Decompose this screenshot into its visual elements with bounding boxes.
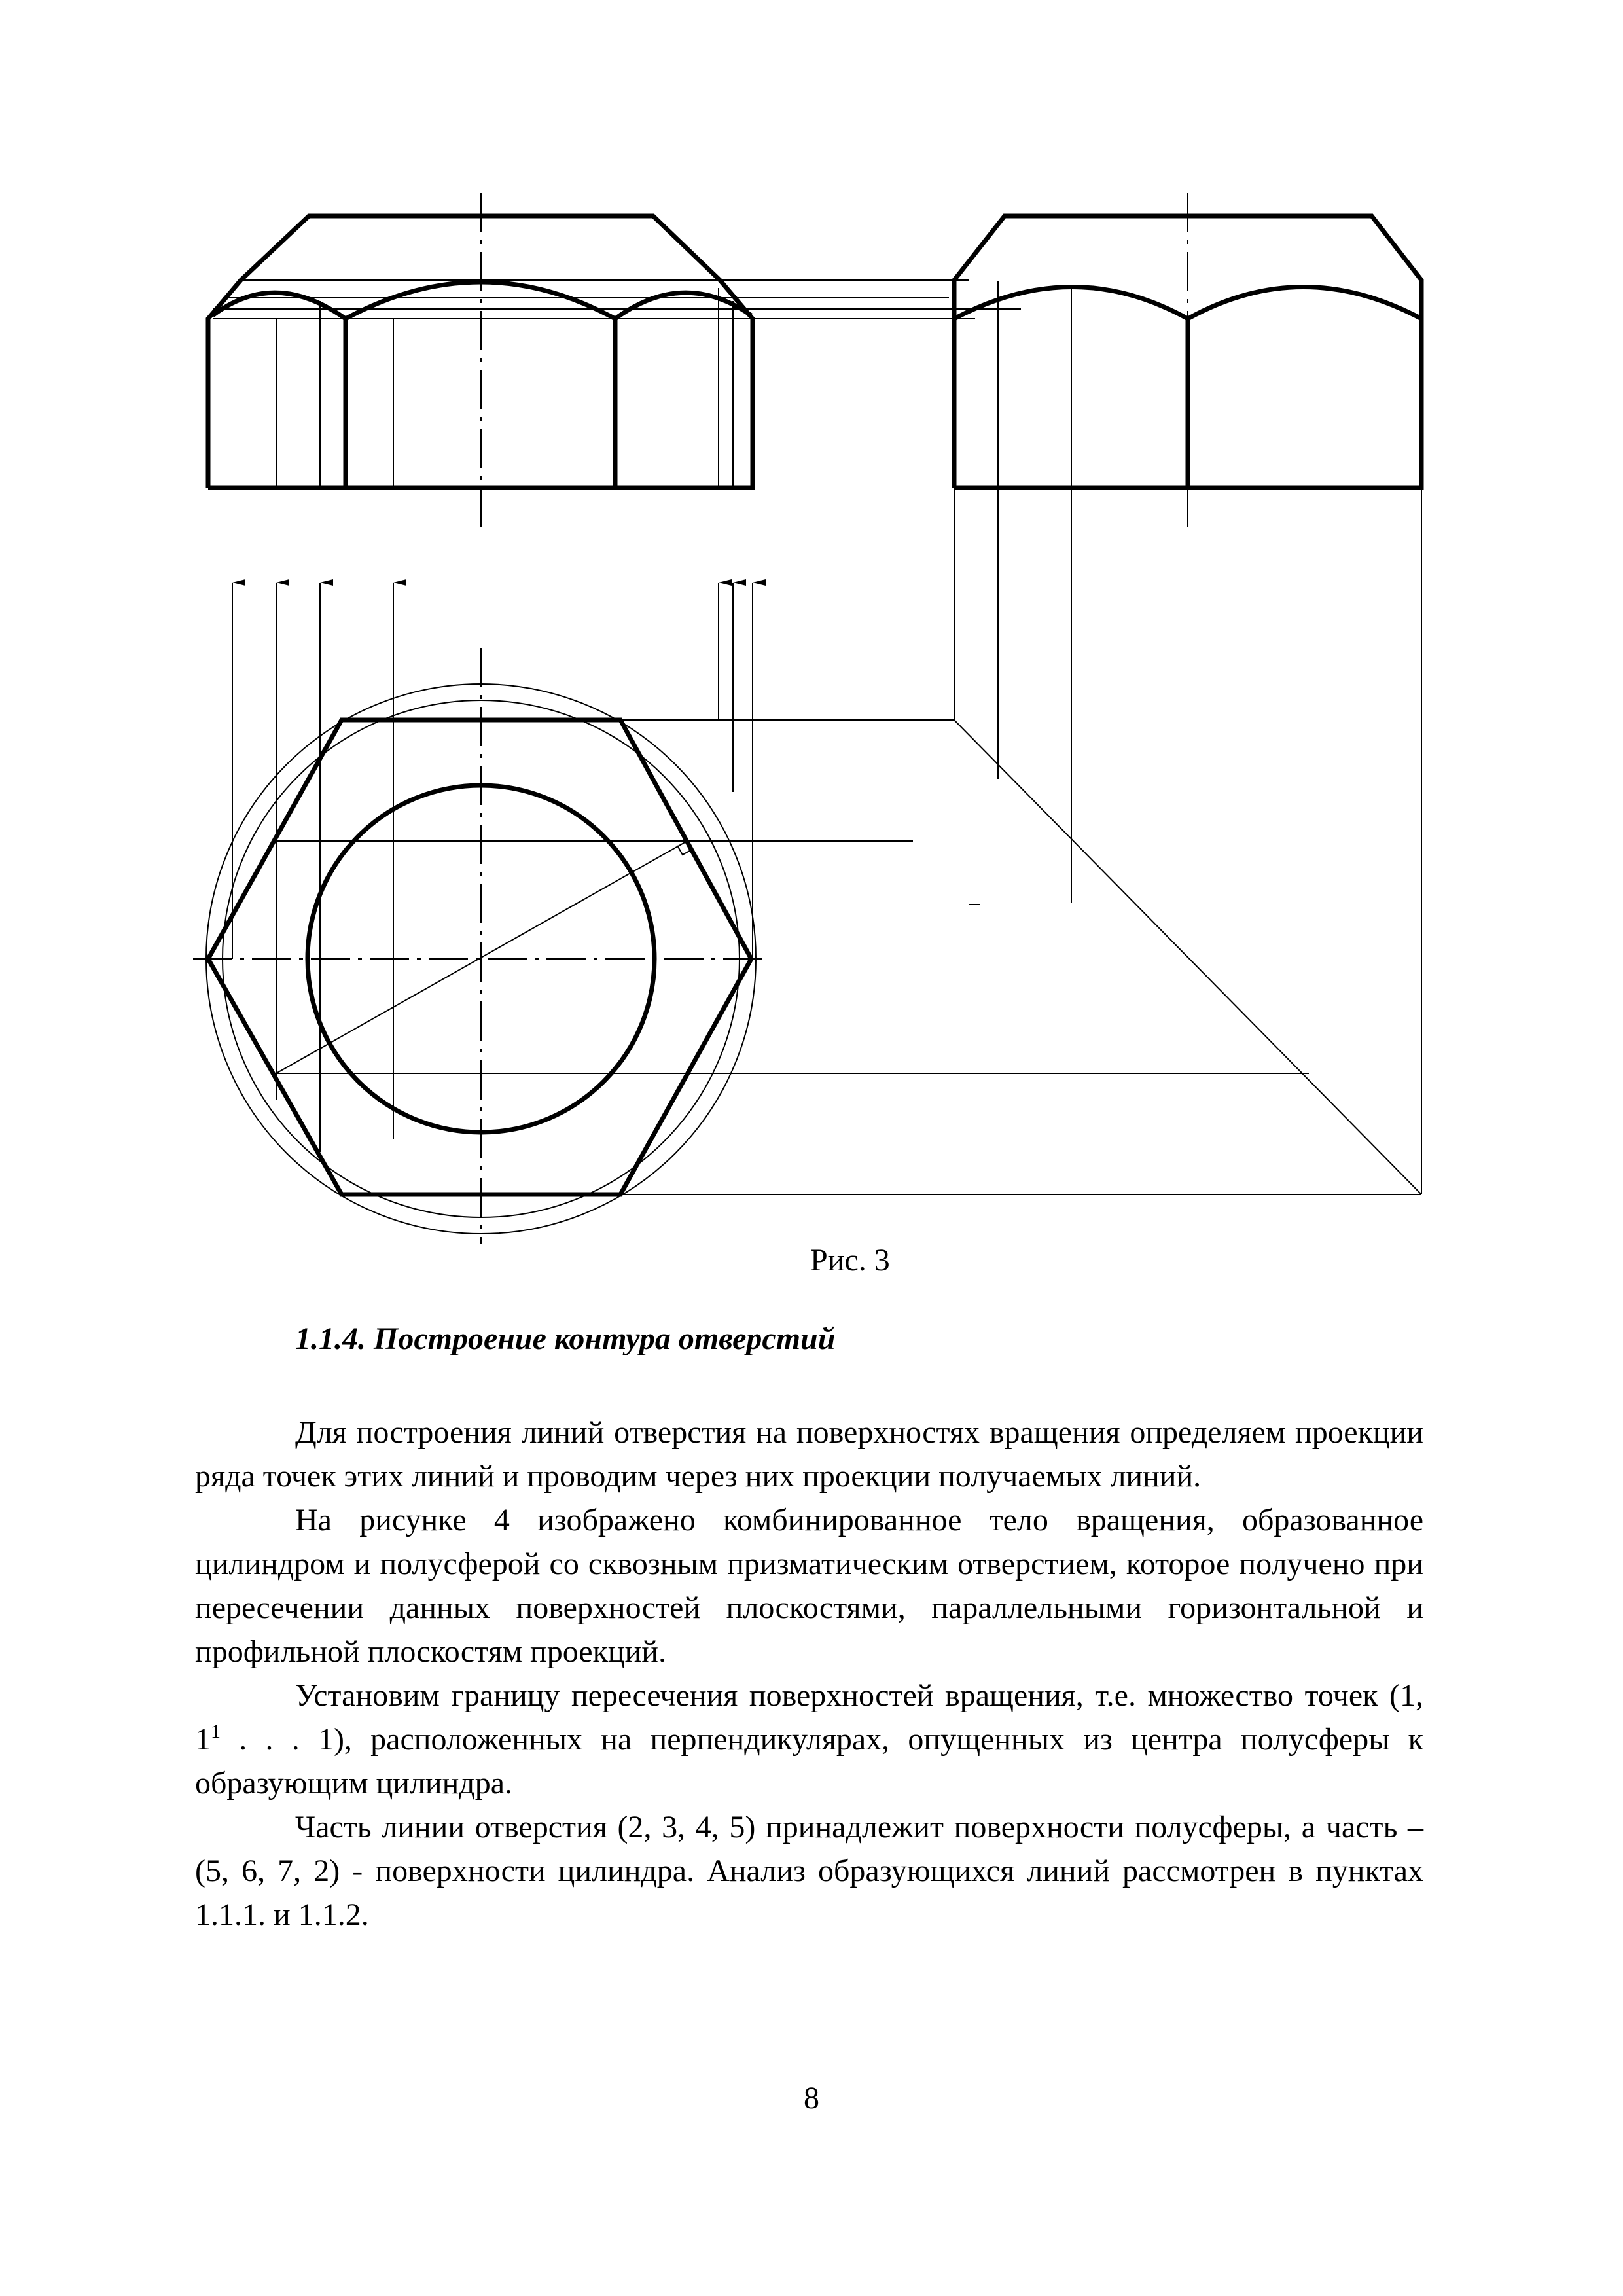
page-number: 8 xyxy=(804,2081,819,2115)
projection-arrows xyxy=(232,583,753,592)
paragraph: На рисунке 4 изображено комбинированное тело вращения, образованное цилиндром и полусферой со сквозным призматическим отверстием, которое получено при пересечении данных поверхностей плоскостями, параллельными горизонтальной и профильной плоскостям проекций. xyxy=(195,1503,1423,1669)
construction-lines xyxy=(206,280,1421,1234)
paragraph xyxy=(195,1674,1423,1805)
paragraph: Для построения линий отверстия на поверхностях вращения определяем проекции ряда точек этих линий и проводим через них проекции получаемых линий. xyxy=(195,1415,1423,1494)
body-text xyxy=(195,1410,1423,1937)
paragraph-text: Установим границу пересечения поверхностей вращения, т.е. множество точек (1, 1 xyxy=(195,1678,1423,1757)
object-outlines xyxy=(208,216,1421,1194)
paragraph: Часть линии отверстия (2, 3, 4, 5) принадлежит поверхности полусферы, а часть – (5, 6, 7, 2) - поверхности цилиндра. Анализ образующихся линий рассмотрен в пунктах 1.1.1. и 1.1.2. xyxy=(195,1810,1423,1932)
paragraph-text: . . . 1), расположенных на перпендикулярах, опущенных из центра полусферы к образующим цилиндра. xyxy=(195,1722,1423,1801)
superscript: 1 xyxy=(211,1721,221,1742)
section-heading: 1.1.4. Построение контура отверстий xyxy=(295,1321,836,1356)
figure-caption: Рис. 3 xyxy=(810,1243,890,1278)
